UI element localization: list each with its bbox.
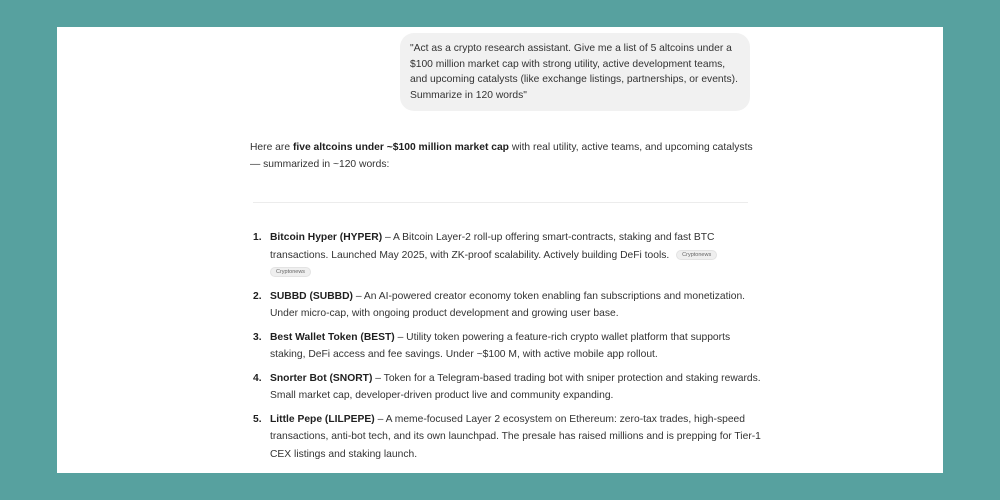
altcoin-list <box>253 229 763 469</box>
list-item-number: 4. <box>253 372 262 384</box>
source-chip[interactable]: Cryptonews <box>676 250 717 260</box>
list-item-number: 1. <box>253 232 262 243</box>
divider <box>253 202 748 203</box>
user-message-bubble <box>400 33 750 111</box>
list-item-number: 2. <box>253 290 262 302</box>
coin-name: SUBBD (SUBBD) <box>270 290 353 302</box>
intro-prefix: Here are <box>250 142 293 153</box>
list-item-4 <box>253 370 763 405</box>
user-message-text: "Act as a crypto research assistant. Give me a list of 5 altcoins under a $100 million market cap with strong utility, active development teams, and upcoming catalysts (like exchange listings, partnerships, or events). Summarize in 120 words" <box>410 43 738 101</box>
intro-bold: five altcoins under ~$100 million market cap <box>292 142 509 153</box>
list-item-2 <box>253 288 763 323</box>
coin-name: Little Pepe (LILPEPE) <box>270 413 375 425</box>
list-item-1 <box>253 229 763 282</box>
list-item-3 <box>253 329 763 364</box>
coin-name: Bitcoin Hyper (HYPER) <box>270 232 383 243</box>
coin-description: – Token for a Telegram-based trading bot with sniper protection and staking rewards. Small market cap, developer-driven product live and community expanding. <box>270 372 761 401</box>
coin-name: Snorter Bot (SNORT) <box>270 372 373 384</box>
coin-description: – A Bitcoin Layer-2 roll-up offering smart-contracts, staking and fast BTC transactions. Launched May 2025, with ZK-proof scalability. Actively building DeFi tools. <box>270 232 715 261</box>
coin-description: – A meme-focused Layer 2 ecosystem on Ethereum: zero-tax trades, high-speed transactions, anti-bot tech, and its own launchpad. The presale has raised millions and is prepping for Tier-1 CEX listings and staking launch. <box>270 413 761 460</box>
list-item-number: 5. <box>253 413 262 425</box>
coin-description: – Utility token powering a feature-rich crypto wallet platform that supports staking, DeFi access and fee savings. Under ~$100 M, with active mobile app rollout. <box>270 331 731 360</box>
coin-description: – An AI-powered creator economy token enabling fan subscriptions and monetization. Under micro-cap, with ongoing product development and growing user base. <box>270 290 746 319</box>
intro-suffix: with real utility, active teams, and upcoming catalysts — summarized in ~120 words: <box>250 142 753 170</box>
coin-name: Best Wallet Token (BEST) <box>270 331 395 343</box>
response-intro <box>250 139 760 173</box>
list-item-number: 3. <box>253 331 262 343</box>
source-chip[interactable]: Cryptonews <box>270 267 311 277</box>
chat-panel <box>57 27 943 473</box>
list-item-5 <box>253 411 763 464</box>
